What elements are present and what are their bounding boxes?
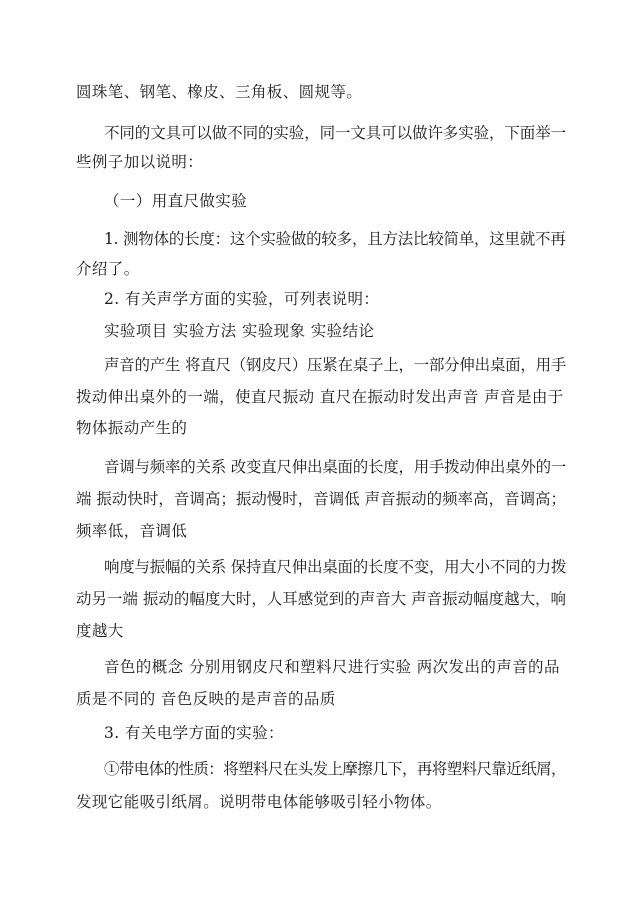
table-row: 音色的概念 分别用钢皮尺和塑料尺进行实验 两次发出的声音的品	[104, 658, 560, 676]
text-line: ①带电体的性质：将塑料尺在头发上摩擦几下，再将塑料尺靠近纸屑，	[104, 760, 566, 778]
text-line: 介绍了。	[76, 260, 140, 278]
table-row: 度越大	[76, 622, 124, 640]
text-line: 发现它能吸引纸屑。说明带电体能够吸引轻小物体。	[76, 793, 442, 811]
text-line: 不同的文具可以做不同的实验，同一文具可以做许多实验，下面举一	[104, 124, 567, 142]
text-line: 圆珠笔、钢笔、橡皮、三角板、圆规等。	[76, 83, 363, 101]
table-row: 质是不同的 音色反映的是声音的品质	[76, 690, 336, 708]
table-row: 物体振动产生的	[76, 419, 188, 437]
table-row: 音调与频率的关系 改变直尺伸出桌面的长度，用手拨动伸出桌外的一	[104, 458, 567, 476]
table-row: 响度与振幅的关系 保持直尺伸出桌面的长度不变，用大小不同的力拨	[104, 558, 567, 576]
text-line: 1. 测物体的长度：这个实验做的较多，且方法比较简单，这里就不再	[104, 230, 566, 248]
table-row: 声音的产生 将直尺（钢皮尺）压紧在桌子上，一部分伸出桌面，用手	[104, 356, 567, 374]
text-line: 些例子加以说明：	[76, 153, 204, 171]
table-header: 实验项目 实验方法 实验现象 实验结论	[104, 322, 375, 340]
text-line: 3. 有关电学方面的实验：	[104, 724, 284, 742]
section-heading: （一）用直尺做实验	[104, 192, 248, 210]
table-row: 动另一端 振动的幅度大时，人耳感觉到的声音大 声音振动幅度越大，响	[76, 590, 567, 608]
table-row: 频率低，音调低	[76, 522, 188, 540]
text-line: 2. 有关声学方面的实验，可列表说明：	[104, 290, 380, 308]
table-row: 端 振动快时，音调高；振动慢时，音调低 声音振动的频率高，音调高；	[76, 490, 567, 508]
table-row: 拨动伸出桌外的一端，使直尺振动 直尺在振动时发出声音 声音是由于	[76, 388, 564, 406]
